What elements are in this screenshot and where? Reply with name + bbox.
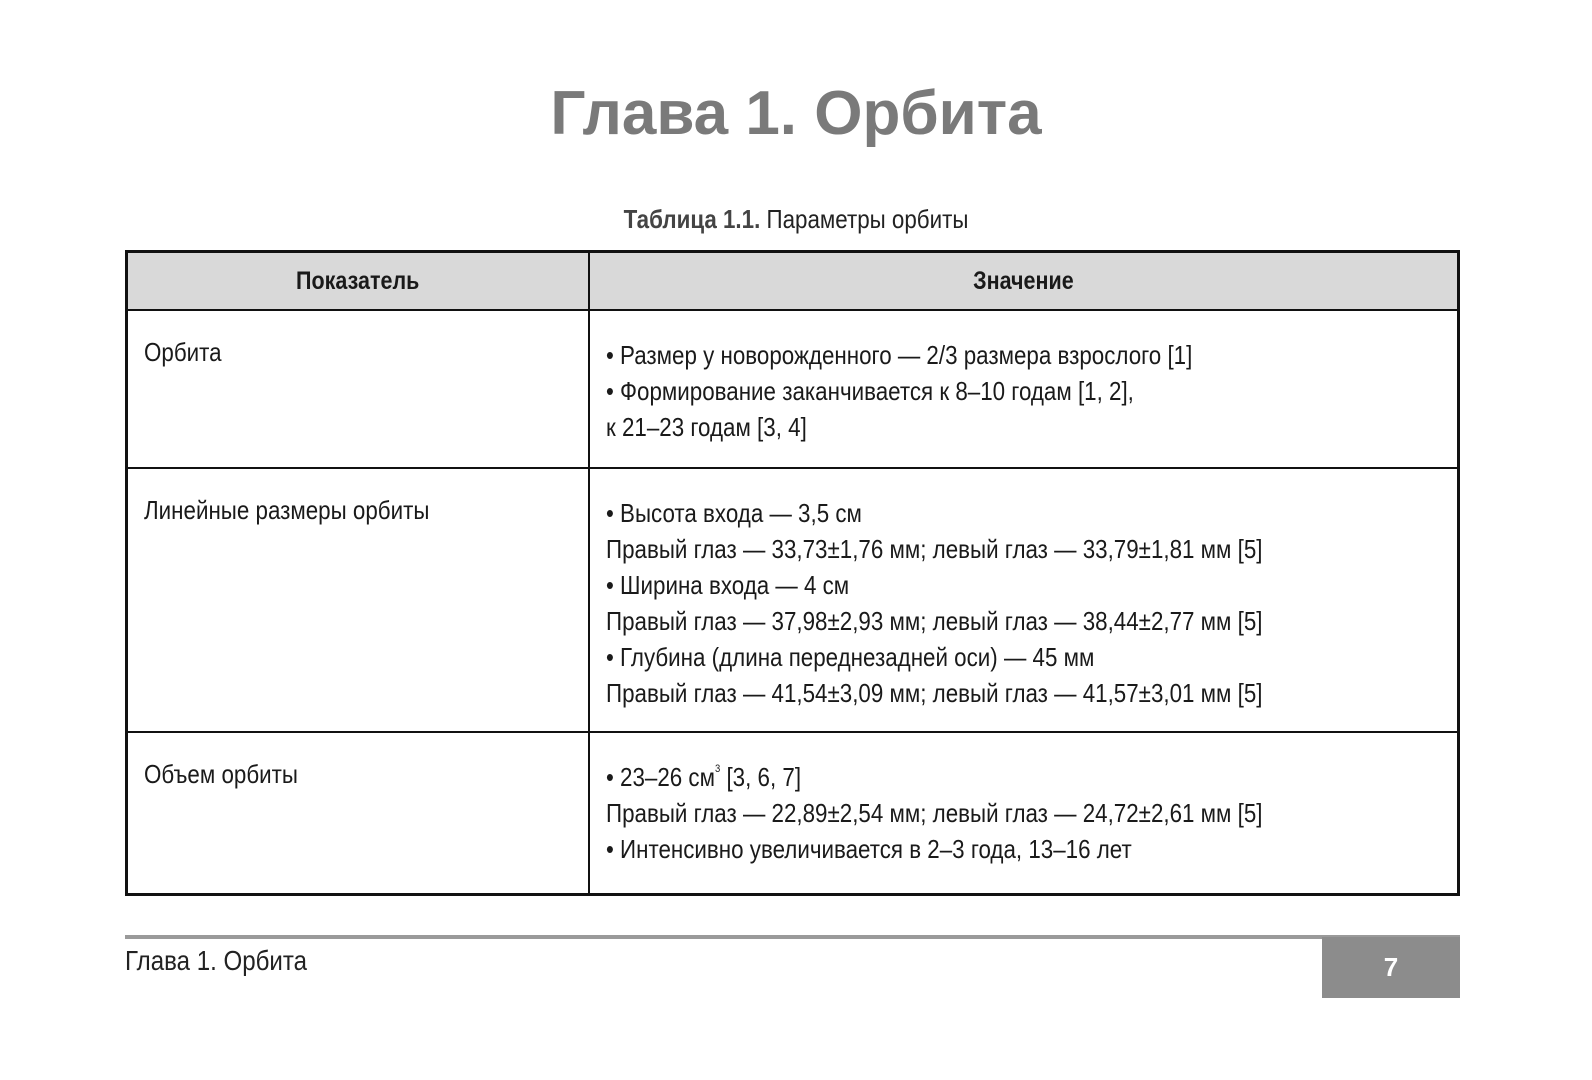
row-value-cell xyxy=(589,468,1459,732)
header-value xyxy=(589,252,1459,311)
row-value-cell xyxy=(589,310,1459,468)
row-value-cell xyxy=(589,732,1459,895)
value-line: • Глубина (длина переднезадней оси) — 45 мм xyxy=(606,642,1095,672)
chapter-title: Глава 1. Орбита xyxy=(550,79,1042,148)
row-name-cell xyxy=(127,468,590,732)
value-line: • Высота входа — 3,5 см xyxy=(606,498,862,528)
volume-superscript: 3 xyxy=(714,763,721,775)
footer-rule xyxy=(125,935,1460,939)
volume-line xyxy=(606,759,801,795)
value-line: Правый глаз — 37,98±2,93 мм; левый глаз — 38,44±2,77 мм [5] xyxy=(606,606,1263,636)
value-line: Правый глаз — 33,73±1,76 мм; левый глаз — 33,79±1,81 мм [5] xyxy=(606,534,1263,564)
table-header-row xyxy=(127,252,1459,311)
page-number: 7 xyxy=(1322,937,1460,998)
header-indicator-label: Показатель xyxy=(296,266,420,295)
header-indicator xyxy=(127,252,590,311)
volume-prefix: • 23–26 см xyxy=(606,762,715,792)
table-caption-text: Параметры орбиты xyxy=(760,204,969,234)
row-name-cell xyxy=(127,310,590,468)
header-value-label: Значение xyxy=(973,266,1074,295)
value-line: • Формирование заканчивается к 8–10 годам [1, 2], xyxy=(606,376,1134,406)
value-line: Правый глаз — 41,54±3,09 мм; левый глаз — 41,57±3,01 мм [5] xyxy=(606,678,1263,708)
row-name-cell xyxy=(127,732,590,895)
value-line: • Размер у новорожденного — 2/3 размера взрослого [1] xyxy=(606,340,1193,370)
table-row xyxy=(127,310,1459,468)
row-name: Линейные размеры орбиты xyxy=(144,495,430,525)
table-caption xyxy=(111,204,1480,235)
value-line: Правый глаз — 22,89±2,54 мм; левый глаз — 24,72±2,61 мм [5] xyxy=(606,798,1263,828)
row-name: Объем орбиты xyxy=(144,759,298,789)
table-row xyxy=(127,468,1459,732)
value-line: к 21–23 годам [3, 4] xyxy=(606,412,807,442)
value-line: • Интенсивно увеличивается в 2–3 года, 13–16 лет xyxy=(606,834,1132,864)
table-row xyxy=(127,732,1459,895)
value-line: • Ширина входа — 4 см xyxy=(606,570,850,600)
table-caption-label: Таблица 1.1. xyxy=(623,204,761,234)
row-name: Орбита xyxy=(144,337,222,367)
parameters-table xyxy=(125,250,1460,896)
volume-suffix: [3, 6, 7] xyxy=(720,762,802,792)
footer-running-title: Глава 1. Орбита xyxy=(125,945,308,976)
